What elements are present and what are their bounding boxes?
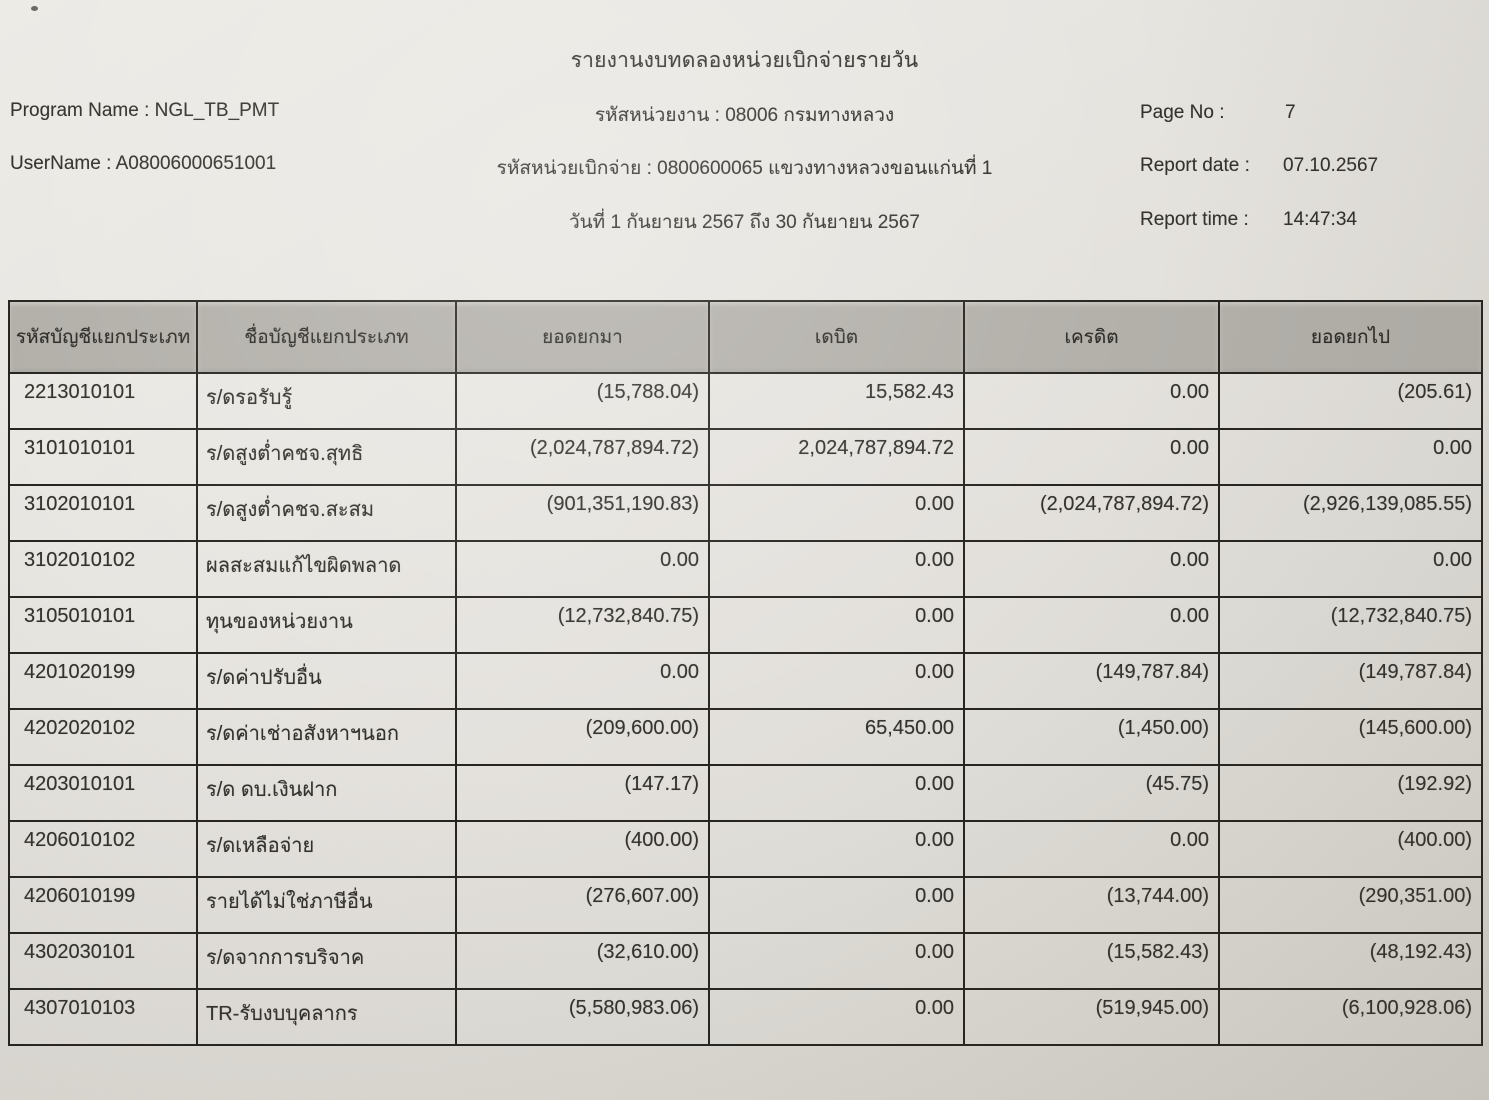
debit-cell: 0.00 bbox=[709, 485, 964, 541]
account-name-cell: ร/ดค่าปรับอื่น bbox=[197, 653, 456, 709]
balance-brought-forward-cell: 0.00 bbox=[456, 653, 709, 709]
table-row bbox=[9, 653, 1482, 709]
account-name-cell: ร/ดเหลือจ่าย bbox=[197, 821, 456, 877]
table-row bbox=[9, 765, 1482, 821]
account-code-cell: 3102010102 bbox=[9, 541, 197, 597]
page-no-value: 7 bbox=[1285, 102, 1296, 123]
ink-speck bbox=[31, 6, 38, 11]
date-range-line: วันที่ 1 กันยายน 2567 ถึง 30 กันยายน 2567 bbox=[569, 212, 920, 233]
balance-brought-forward-cell: (2,024,787,894.72) bbox=[456, 429, 709, 485]
page-no-label: Page No : bbox=[1140, 102, 1225, 123]
balance-carried-forward-cell: 0.00 bbox=[1219, 541, 1482, 597]
balance-brought-forward-cell: (400.00) bbox=[456, 821, 709, 877]
table-row bbox=[9, 821, 1482, 877]
debit-cell: 15,582.43 bbox=[709, 373, 964, 429]
table-row bbox=[9, 373, 1482, 429]
account-name-cell: ผลสะสมแก้ไขผิดพลาด bbox=[197, 541, 456, 597]
table-row bbox=[9, 597, 1482, 653]
report-time-label: Report time : bbox=[1140, 209, 1249, 230]
account-code-cell: 2213010101 bbox=[9, 373, 197, 429]
program-name-line: Program Name : NGL_TB_PMT bbox=[10, 100, 280, 121]
balance-carried-forward-cell: (192.92) bbox=[1219, 765, 1482, 821]
account-name-cell: ร/ดค่าเช่าอสังหาฯนอก bbox=[197, 709, 456, 765]
credit-cell: 0.00 bbox=[964, 373, 1219, 429]
credit-cell: (15,582.43) bbox=[964, 933, 1219, 989]
credit-cell: 0.00 bbox=[964, 541, 1219, 597]
column-header-balance-carried-forward: ยอดยกไป bbox=[1219, 301, 1482, 373]
credit-cell: (13,744.00) bbox=[964, 877, 1219, 933]
balance-brought-forward-cell: (15,788.04) bbox=[456, 373, 709, 429]
debit-cell: 0.00 bbox=[709, 877, 964, 933]
credit-cell: 0.00 bbox=[964, 429, 1219, 485]
debit-cell: 65,450.00 bbox=[709, 709, 964, 765]
account-code-cell: 4206010199 bbox=[9, 877, 197, 933]
credit-cell: (519,945.00) bbox=[964, 989, 1219, 1045]
credit-cell: (149,787.84) bbox=[964, 653, 1219, 709]
column-header-credit: เครดิต bbox=[964, 301, 1219, 373]
balance-brought-forward-cell: (276,607.00) bbox=[456, 877, 709, 933]
balance-carried-forward-cell: (48,192.43) bbox=[1219, 933, 1482, 989]
balance-carried-forward-cell: (400.00) bbox=[1219, 821, 1482, 877]
account-name-cell: ร/ดสูงต่ำคชจ.สุทธิ bbox=[197, 429, 456, 485]
balance-carried-forward-cell: 0.00 bbox=[1219, 429, 1482, 485]
table-row bbox=[9, 877, 1482, 933]
account-code-cell: 4206010102 bbox=[9, 821, 197, 877]
account-code-cell: 4203010101 bbox=[9, 765, 197, 821]
table-row bbox=[9, 709, 1482, 765]
debit-cell: 0.00 bbox=[709, 597, 964, 653]
account-code-cell: 4202020102 bbox=[9, 709, 197, 765]
balance-carried-forward-cell: (290,351.00) bbox=[1219, 877, 1482, 933]
table-body bbox=[9, 373, 1482, 1045]
report-title: รายงานงบทดลองหน่วยเบิกจ่ายรายวัน bbox=[570, 49, 919, 72]
account-name-cell: ร/ดสูงต่ำคชจ.สะสม bbox=[197, 485, 456, 541]
disbursement-unit-line: รหัสหน่วยเบิกจ่าย : 0800600065 แขวงทางหลวงขอนแก่นที่ 1 bbox=[496, 158, 993, 179]
account-code-cell: 3102010101 bbox=[9, 485, 197, 541]
account-code-cell: 3105010101 bbox=[9, 597, 197, 653]
balance-carried-forward-cell: (2,926,139,085.55) bbox=[1219, 485, 1482, 541]
table-row bbox=[9, 485, 1482, 541]
balance-brought-forward-cell: (12,732,840.75) bbox=[456, 597, 709, 653]
debit-cell: 0.00 bbox=[709, 933, 964, 989]
balance-carried-forward-cell: (6,100,928.06) bbox=[1219, 989, 1482, 1045]
column-header-account-name: ชื่อบัญชีแยกประเภท bbox=[197, 301, 456, 373]
balance-brought-forward-cell: (5,580,983.06) bbox=[456, 989, 709, 1045]
balance-brought-forward-cell: (32,610.00) bbox=[456, 933, 709, 989]
account-name-cell: ร/ดรอรับรู้ bbox=[197, 373, 456, 429]
balance-brought-forward-cell: 0.00 bbox=[456, 541, 709, 597]
report-time-value: 14:47:34 bbox=[1283, 209, 1357, 230]
balance-carried-forward-cell: (205.61) bbox=[1219, 373, 1482, 429]
column-header-account-code: รหัสบัญชีแยกประเภท bbox=[9, 301, 197, 373]
account-name-cell: TR-รับงบบุคลากร bbox=[197, 989, 456, 1045]
column-header-balance-brought-forward: ยอดยกมา bbox=[456, 301, 709, 373]
debit-cell: 0.00 bbox=[709, 821, 964, 877]
balance-carried-forward-cell: (12,732,840.75) bbox=[1219, 597, 1482, 653]
account-code-cell: 3101010101 bbox=[9, 429, 197, 485]
account-name-cell: ร/ดจากการบริจาค bbox=[197, 933, 456, 989]
report-date-label: Report date : bbox=[1140, 155, 1250, 176]
balance-brought-forward-cell: (209,600.00) bbox=[456, 709, 709, 765]
report-date-value: 07.10.2567 bbox=[1283, 155, 1379, 176]
account-name-cell: ร/ด ดบ.เงินฝาก bbox=[197, 765, 456, 821]
debit-cell: 0.00 bbox=[709, 765, 964, 821]
agency-code-line: รหัสหน่วยงาน : 08006 กรมทางหลวง bbox=[594, 105, 895, 126]
debit-cell: 2,024,787,894.72 bbox=[709, 429, 964, 485]
credit-cell: 0.00 bbox=[964, 597, 1219, 653]
balance-carried-forward-cell: (145,600.00) bbox=[1219, 709, 1482, 765]
balance-carried-forward-cell: (149,787.84) bbox=[1219, 653, 1482, 709]
credit-cell: (45.75) bbox=[964, 765, 1219, 821]
table-row bbox=[9, 541, 1482, 597]
debit-cell: 0.00 bbox=[709, 541, 964, 597]
credit-cell: (2,024,787,894.72) bbox=[964, 485, 1219, 541]
account-code-cell: 4307010103 bbox=[9, 989, 197, 1045]
balance-brought-forward-cell: (901,351,190.83) bbox=[456, 485, 709, 541]
account-name-cell: รายได้ไม่ใช่ภาษีอื่น bbox=[197, 877, 456, 933]
table-row bbox=[9, 989, 1482, 1045]
account-code-cell: 4201020199 bbox=[9, 653, 197, 709]
column-header-debit: เดบิต bbox=[709, 301, 964, 373]
trial-balance-table bbox=[8, 300, 1483, 1046]
username-line: UserName : A08006000651001 bbox=[10, 153, 277, 174]
table-row bbox=[9, 429, 1482, 485]
debit-cell: 0.00 bbox=[709, 989, 964, 1045]
credit-cell: 0.00 bbox=[964, 821, 1219, 877]
account-code-cell: 4302030101 bbox=[9, 933, 197, 989]
account-name-cell: ทุนของหน่วยงาน bbox=[197, 597, 456, 653]
table-header-row bbox=[9, 301, 1482, 373]
credit-cell: (1,450.00) bbox=[964, 709, 1219, 765]
balance-brought-forward-cell: (147.17) bbox=[456, 765, 709, 821]
table-row bbox=[9, 933, 1482, 989]
debit-cell: 0.00 bbox=[709, 653, 964, 709]
